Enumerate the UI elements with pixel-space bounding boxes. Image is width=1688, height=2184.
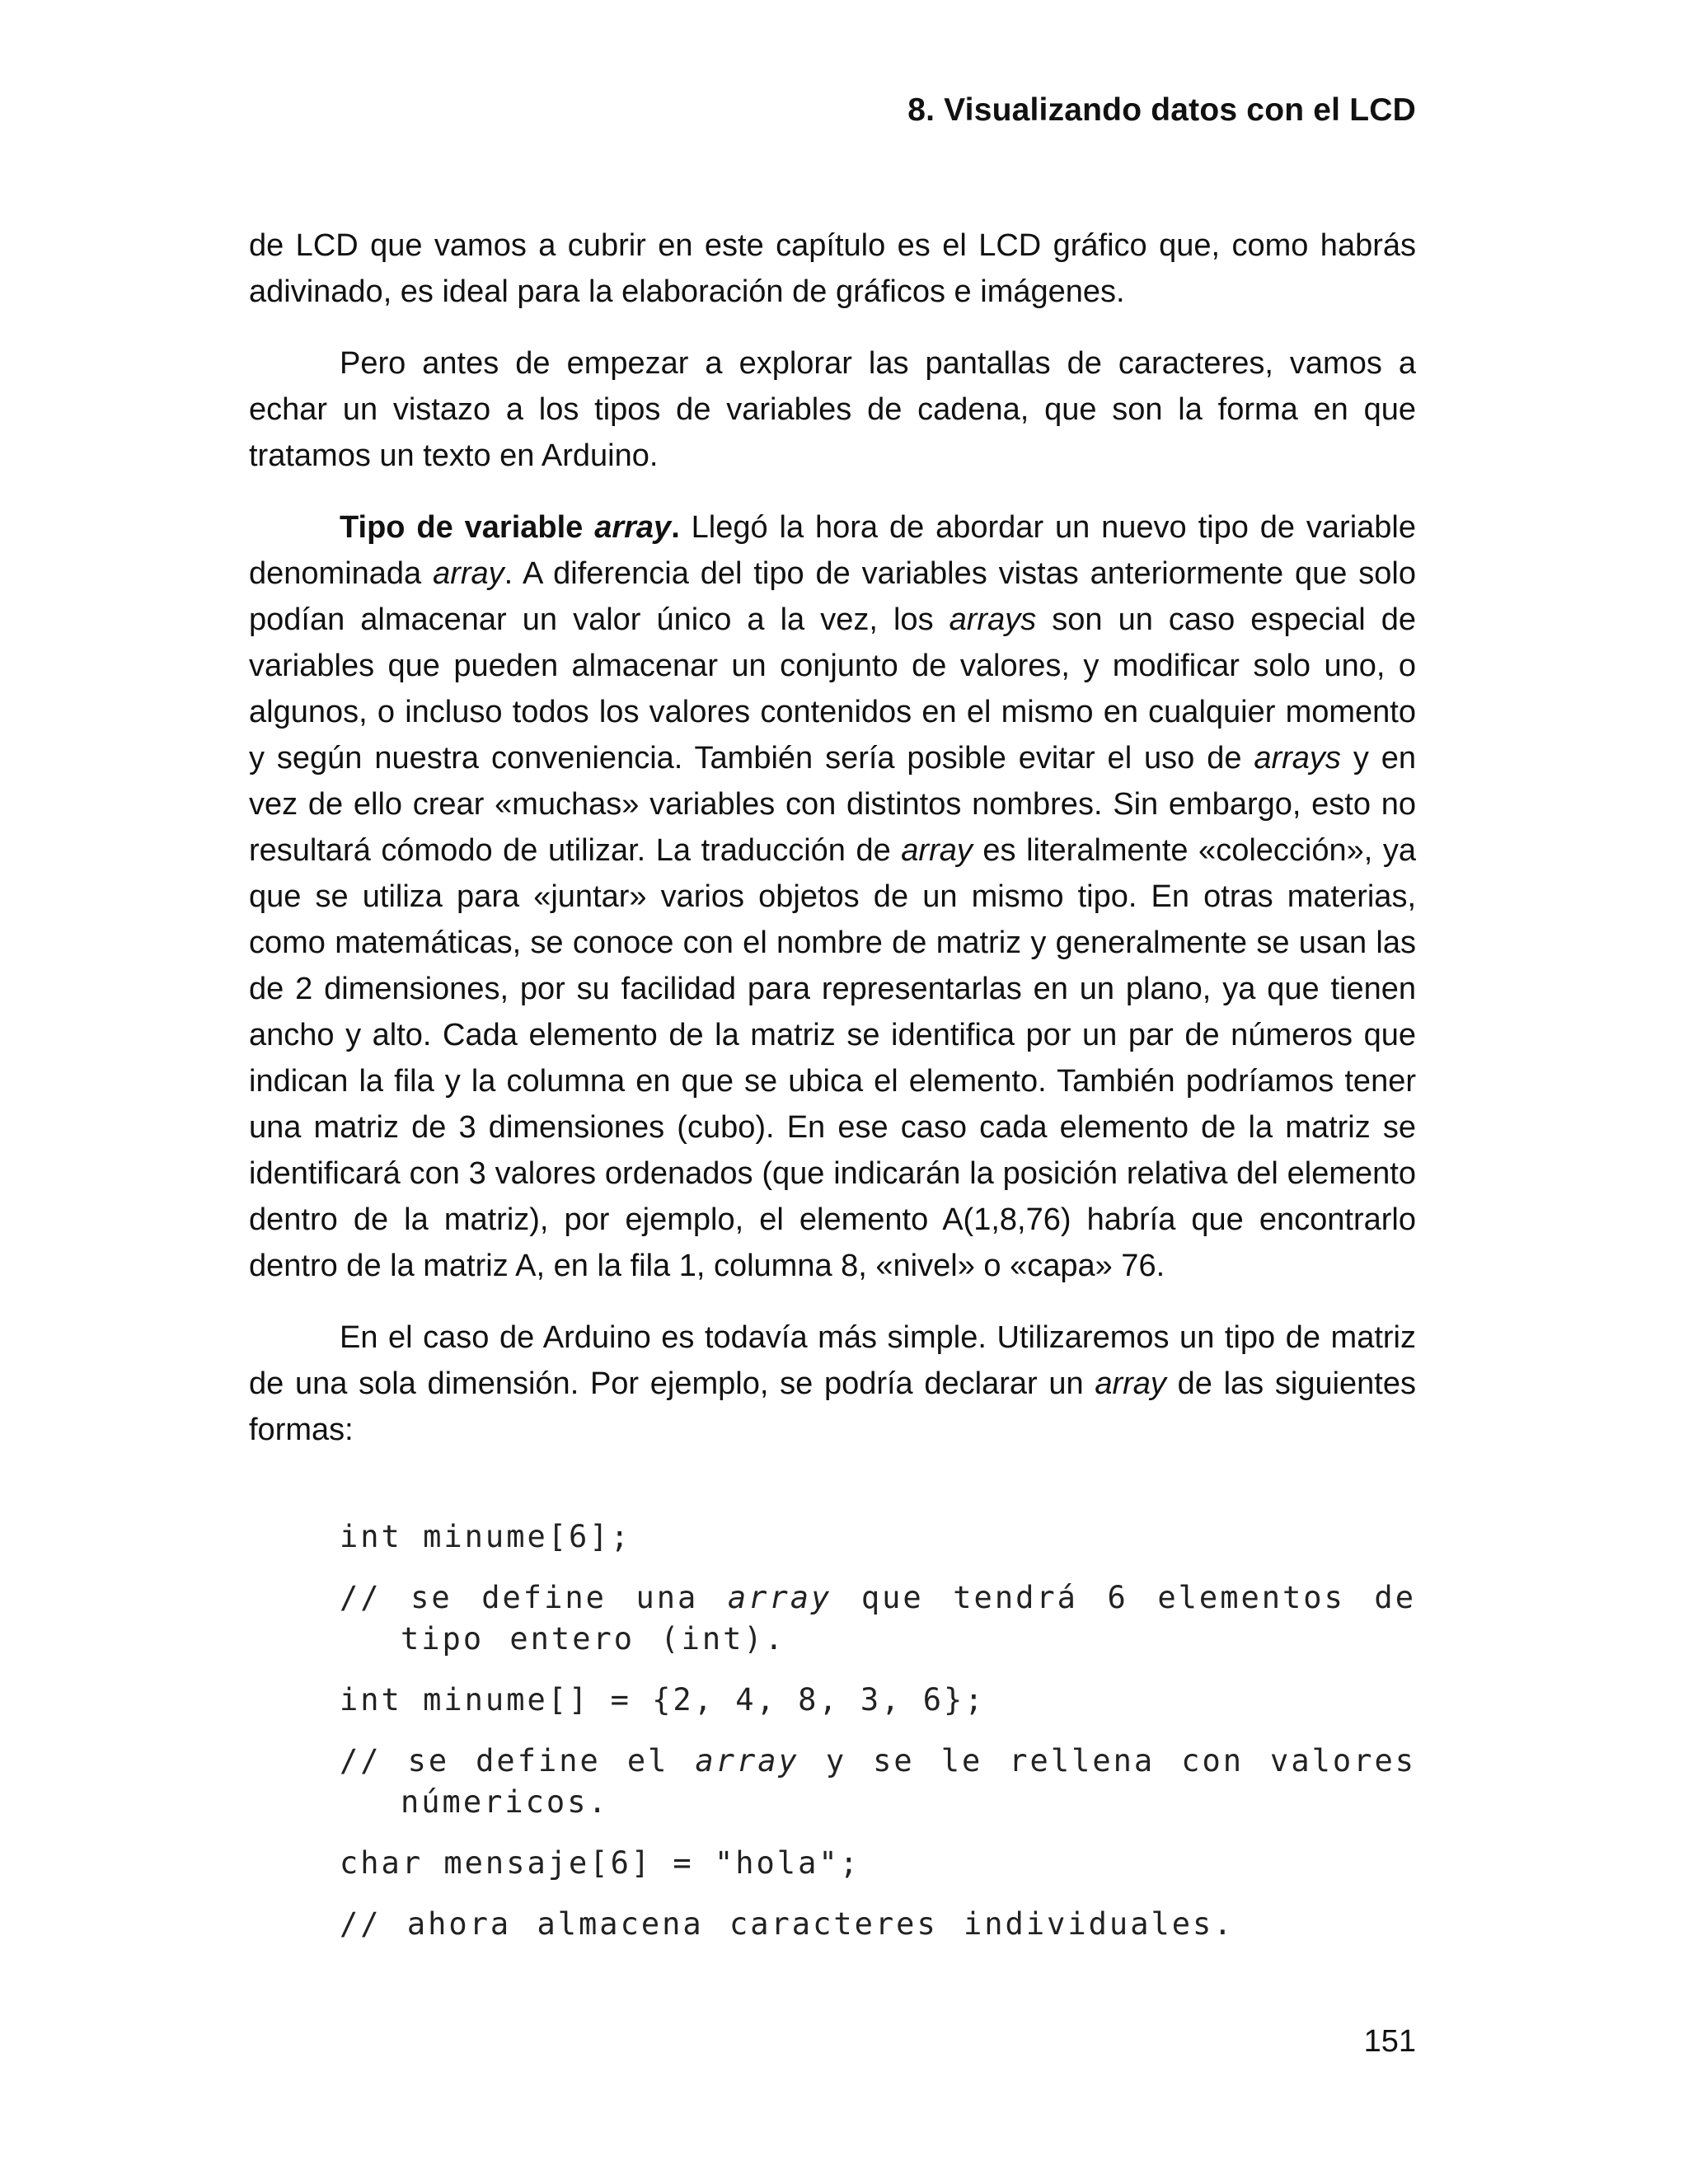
paragraph-3 <box>249 504 1416 1289</box>
comment-text: y se le rellena con valores númericos. <box>401 1743 1416 1820</box>
heading-period: . <box>671 510 680 545</box>
code-comment-3: // ahora almacena caracteres individuales. <box>340 1906 1235 1942</box>
code-line-char-array: char mensaje[6] = "hola"; <box>340 1845 860 1881</box>
italic-term: array <box>901 833 973 868</box>
comment-italic-term: array <box>727 1580 832 1615</box>
code-line-declare-array: int minume[6]; <box>340 1519 631 1554</box>
comment-text: que tendrá 6 elementos de tipo entero (int). <box>401 1580 1416 1657</box>
text-run: son un caso especial de variables que pueden almacenar un conjunto de valores, y modificar solo uno, o algunos, o incluso todos los valores contenidos en el mismo en cualquier momento y según nuestra conveniencia. También sería posible evitar el uso de <box>249 602 1417 776</box>
code-line-initialized-array: int minume[] = {2, 4, 8, 3, 6}; <box>340 1682 986 1718</box>
paragraph-2: Pero antes de empezar a explorar las pantallas de caracteres, vamos a echar un vistazo a los tipos de variables de cadena, que son la forma en que tratamos un texto en Arduino. <box>249 346 1416 473</box>
page-number: 151 <box>1363 2024 1416 2059</box>
comment-text: // se define el <box>340 1743 696 1779</box>
text-run: de las siguientes formas: <box>249 1366 1416 1447</box>
paragraph-4 <box>249 1315 1416 1453</box>
comment-italic-term: array <box>695 1743 799 1779</box>
text-run: y en vez de ello crear «muchas» variables con distintos nombres. Sin embargo, esto no resultará cómodo de utilizar. La traducción de <box>249 741 1416 868</box>
heading-text: Tipo de variable <box>340 510 595 545</box>
code-comment-2 <box>340 1741 1416 1823</box>
code-example <box>340 1516 1416 1965</box>
text-run: Llegó la hora de abordar un nuevo tipo de variable denominada <box>249 510 1416 591</box>
paragraph-1: de LCD que vamos a cubrir en este capítulo es el LCD gráfico que, como habrás adivinado, es ideal para la elaboración de gráficos e imágenes. <box>249 228 1416 309</box>
text-run: es literalmente «colección», ya que se utiliza para «juntar» varios objetos de un mismo tipo. En otras materias, como matemáticas, se conoce con el nombre de matriz y generalmente se usan las de 2 dimensiones, por su facilidad para representarlas en un plano, ya que tienen ancho y alto. Cada elemento de la matriz se identifica por un par de números que indican la fila y la columna en que se ubica el elemento. También podríamos tener una matriz de 3 dimensiones (cubo). En ese caso cada elemento de la matriz se identificará con 3 valores ordenados (que indicarán la posición relativa del elemento dentro de la matriz), por ejemplo, el elemento A(1,8,76) habría que encontrarlo dentro de la matriz A, en la fila 1, columna 8, «nivel» o «capa» 76. <box>249 833 1416 1283</box>
text-run: . A diferencia del tipo de variables vistas anteriormente que solo podían almacenar un valor único a la vez, los <box>249 556 1416 637</box>
body-text <box>249 223 1416 1453</box>
heading-term: array <box>594 510 672 545</box>
comment-text: // se define una <box>340 1580 728 1615</box>
array-section-heading <box>340 510 680 545</box>
italic-term: array <box>1095 1366 1166 1401</box>
italic-term: arrays <box>1254 741 1341 776</box>
text-run: En el caso de Arduino es todavía más simple. Utilizaremos un tipo de matriz de una sola dimensión. Por ejemplo, se podría declarar un <box>249 1320 1416 1401</box>
code-comment-1 <box>340 1577 1416 1660</box>
running-header-title: 8. Visualizando datos con el LCD <box>907 92 1416 128</box>
italic-term: array <box>433 556 504 591</box>
italic-term: arrays <box>949 602 1037 637</box>
